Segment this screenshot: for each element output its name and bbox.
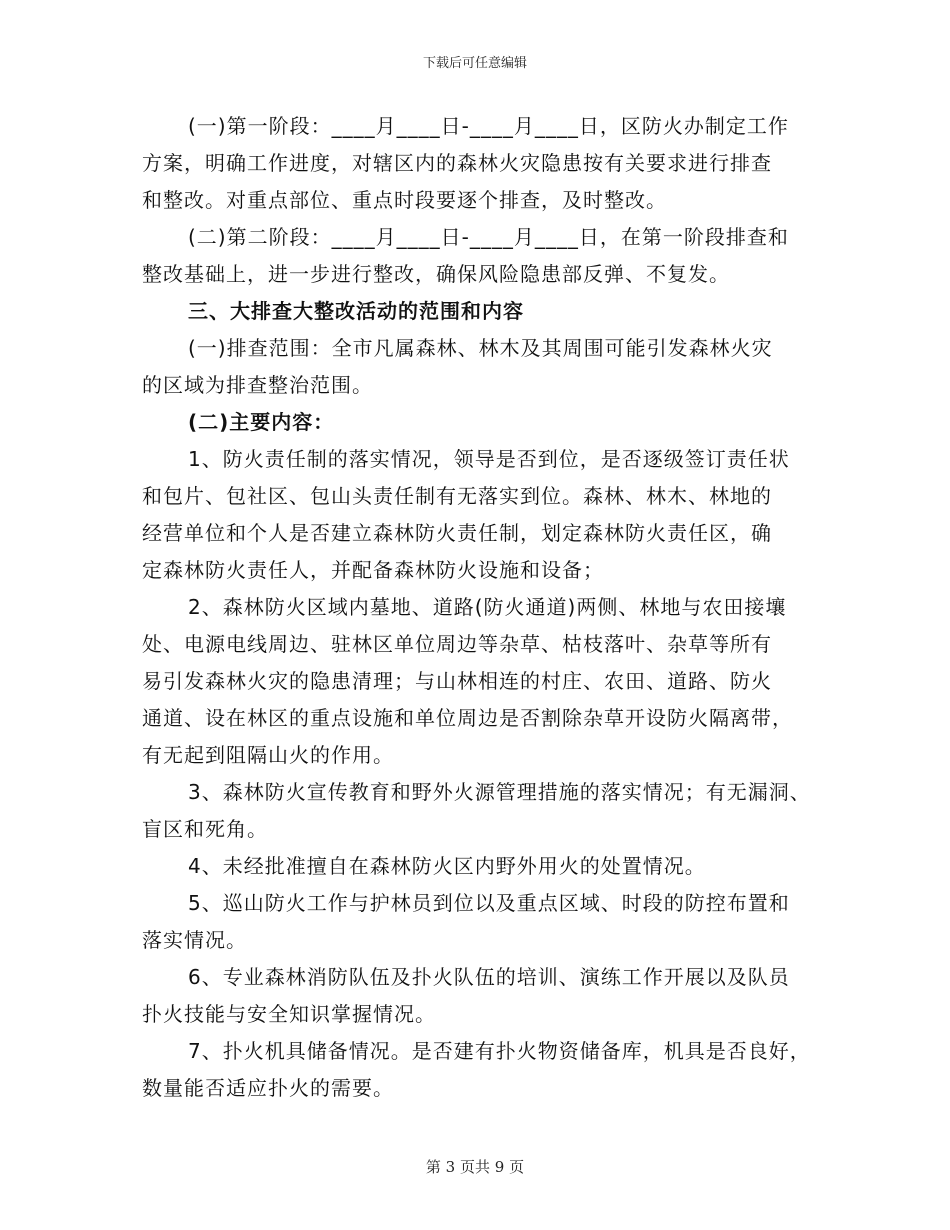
paragraph-line: 通道、设在林区的重点设施和单位周边是否割除杂草开设防火隔离带， xyxy=(142,706,793,730)
paragraph-line: (二)第二阶段：____月____日-____月____日，在第一阶段排查和 xyxy=(188,225,789,249)
paragraph-line: (一)排查范围：全市凡属森林、林木及其周围可能引发森林火灾 xyxy=(188,336,773,360)
paragraph-line: 落实情况。 xyxy=(142,928,247,952)
paragraph-line: (一)第一阶段：____月____日-____月____日，区防火办制定工作 xyxy=(188,114,789,138)
section-heading-line: 三、大排查大整改活动的范围和内容 xyxy=(188,299,524,323)
paragraph-line: 方案，明确工作进度，对辖区内的森林火灾隐患按有关要求进行排查 xyxy=(142,151,772,175)
paragraph-line: 定森林防火责任人，并配备森林防火设施和设备； xyxy=(142,558,604,582)
paragraph-line: 7、扑火机具储备情况。是否建有扑火物资储备库，机具是否良好， xyxy=(188,1039,811,1063)
paragraph-line: 处、电源电线周边、驻林区单位周边等杂草、枯枝落叶、杂草等所有 xyxy=(142,632,772,656)
paragraph-line: 2、森林防火区域内墓地、道路(防火通道)两侧、林地与农田接壤 xyxy=(188,595,787,619)
paragraph-line: 整改基础上，进一步进行整改，确保风险隐患部反弹、不复发。 xyxy=(142,262,730,286)
paragraph-line: 和整改。对重点部位、重点时段要逐个排查，及时整改。 xyxy=(142,188,667,212)
paragraph-line: 盲区和死角。 xyxy=(142,817,268,841)
paragraph-line: 易引发森林火灾的隐患清理；与山林相连的村庄、农田、道路、防火 xyxy=(142,669,772,693)
paragraph-line: 扑火技能与安全知识掌握情况。 xyxy=(142,1002,436,1026)
page-header: 下载后可任意编辑 xyxy=(422,56,527,71)
paragraph-line: 有无起到阻隔山火的作用。 xyxy=(142,743,394,767)
section-heading-line: (二)主要内容： xyxy=(188,410,335,434)
paragraph-line: 1、防火责任制的落实情况，领导是否到位，是否逐级签订责任状 xyxy=(188,447,790,471)
paragraph-line: 和包片、包社区、包山头责任制有无落实到位。森林、林木、林地的 xyxy=(142,484,772,508)
paragraph-line: 的区域为排查整治范围。 xyxy=(142,373,373,397)
paragraph-line: 5、巡山防火工作与护林员到位以及重点区域、时段的防控布置和 xyxy=(188,891,790,915)
paragraph-line: 数量能否适应扑火的需要。 xyxy=(142,1076,394,1100)
paragraph-line: 3、森林防火宣传教育和野外火源管理措施的落实情况；有无漏洞、 xyxy=(188,780,811,804)
page-footer: 第 3 页共 9 页 xyxy=(425,1158,525,1176)
document-body xyxy=(142,108,822,1107)
paragraph-line: 6、专业森林消防队伍及扑火队伍的培训、演练工作开展以及队员 xyxy=(188,965,790,989)
paragraph-line: 经营单位和个人是否建立森林防火责任制，划定森林防火责任区，确 xyxy=(142,521,772,545)
paragraph-line: 4、未经批准擅自在森林防火区内野外用火的处置情况。 xyxy=(188,854,706,878)
